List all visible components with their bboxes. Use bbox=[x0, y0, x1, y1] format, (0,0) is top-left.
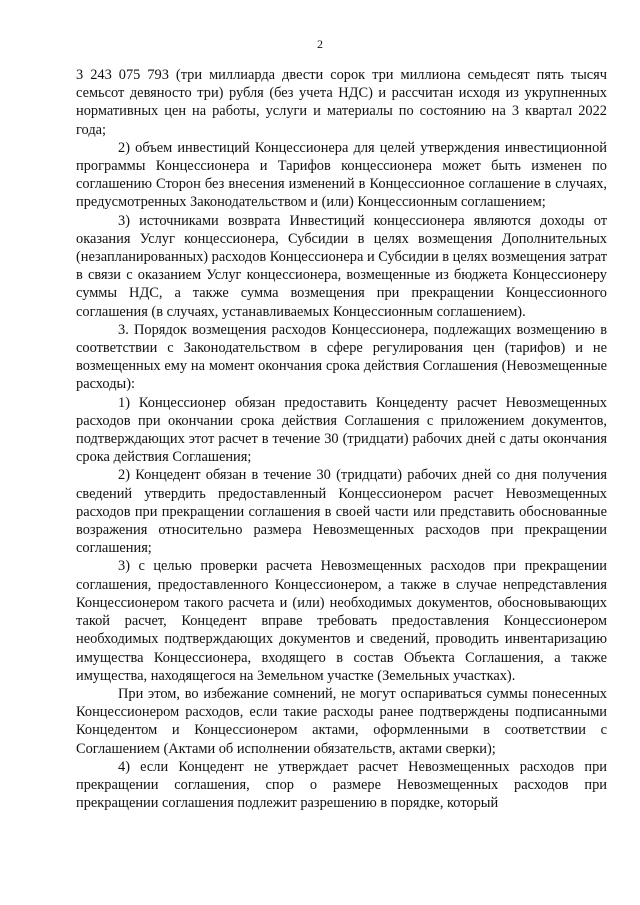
document-body bbox=[76, 66, 607, 812]
page-number: 2 bbox=[317, 37, 323, 51]
paragraph: 3. Порядок возмещения расходов Концессионера, подлежащих возмещению в соответствии с Законодательством в сфере регулирования цен (тарифов) и не возмещенных ему на момент окончания срока действия Соглашения (Невозмещенные расходы): bbox=[76, 321, 607, 393]
paragraph: При этом, во избежание сомнений, не могут оспариваться суммы понесенных Концессионером расходов, если такие расходы ранее подтверждены подписанными Концедентом и Концессионером актами, оформленными в соответствии с Соглашением (Актами об исполнении обязательств, актами сверки); bbox=[76, 685, 607, 757]
paragraph: 3) источниками возврата Инвестиций концессионера являются доходы от оказания Услуг концессионера, Субсидии в целях возмещения Дополнительных (незапланированных) расходов Концессионера и Субсидии в целях возмещения затрат в связи с оказанием Услуг концессионера, возмещенные из бюджета Концессионеру суммы НДС, а также сумма возмещения при прекращении Концессионного соглашения (в случаях, устанавливаемых Концессионным соглашением). bbox=[76, 212, 607, 320]
paragraph: 3 243 075 793 (три миллиарда двести сорок три миллиона семьдесят пять тысяч семьсот девяносто три) рубля (без учета НДС) и рассчитан исходя из укрупненных нормативных цен на работы, услуги и материалы по состоянию на 3 квартал 2022 года; bbox=[76, 67, 607, 138]
paragraph: 1) Концессионер обязан предоставить Концеденту расчет Невозмещенных расходов при окончании срока действия Соглашения с приложением документов, подтверждающих этот расчет в течение 30 (тридцати) рабочих дней с даты окончания срока действия Соглашения; bbox=[76, 394, 607, 466]
paragraph: 4) если Концедент не утверждает расчет Невозмещенных расходов при прекращении соглашения, спор о размере Невозмещенных расходов при прекращении соглашения подлежит разрешению в порядке, который bbox=[76, 758, 607, 812]
paragraph: 2) объем инвестиций Концессионера для целей утверждения инвестиционной программы Концессионера и Тарифов концессионера может быть изменен по соглашению Сторон без внесения изменений в Концессионное соглашение в случаях, предусмотренных Законодательством и (или) Концессионным соглашением; bbox=[76, 139, 607, 211]
paragraph: 3) с целью проверки расчета Невозмещенных расходов при прекращении соглашения, предоставленного Концессионером, а также в случае непредставления Концессионером такого расчета и (или) необходимых документов, обосновывающих такой расчет, Концедент вправе требовать предоставления Концессионером необходимых подтверждающих документов и сведений, проводить инвентаризацию имущества Концессионера, входящего в состав Объекта Соглашения, а также имущества, находящегося на Земельном участке (Земельных участках). bbox=[76, 558, 607, 684]
paragraph: 2) Концедент обязан в течение 30 (тридцати) рабочих дней со дня получения сведений утвердить предоставленный Концессионером расчет Невозмещенных расходов при прекращении соглашения в своей части или представить обоснованные возражения относительно размера Невозмещенных расходов при прекращении соглашения; bbox=[76, 467, 607, 557]
